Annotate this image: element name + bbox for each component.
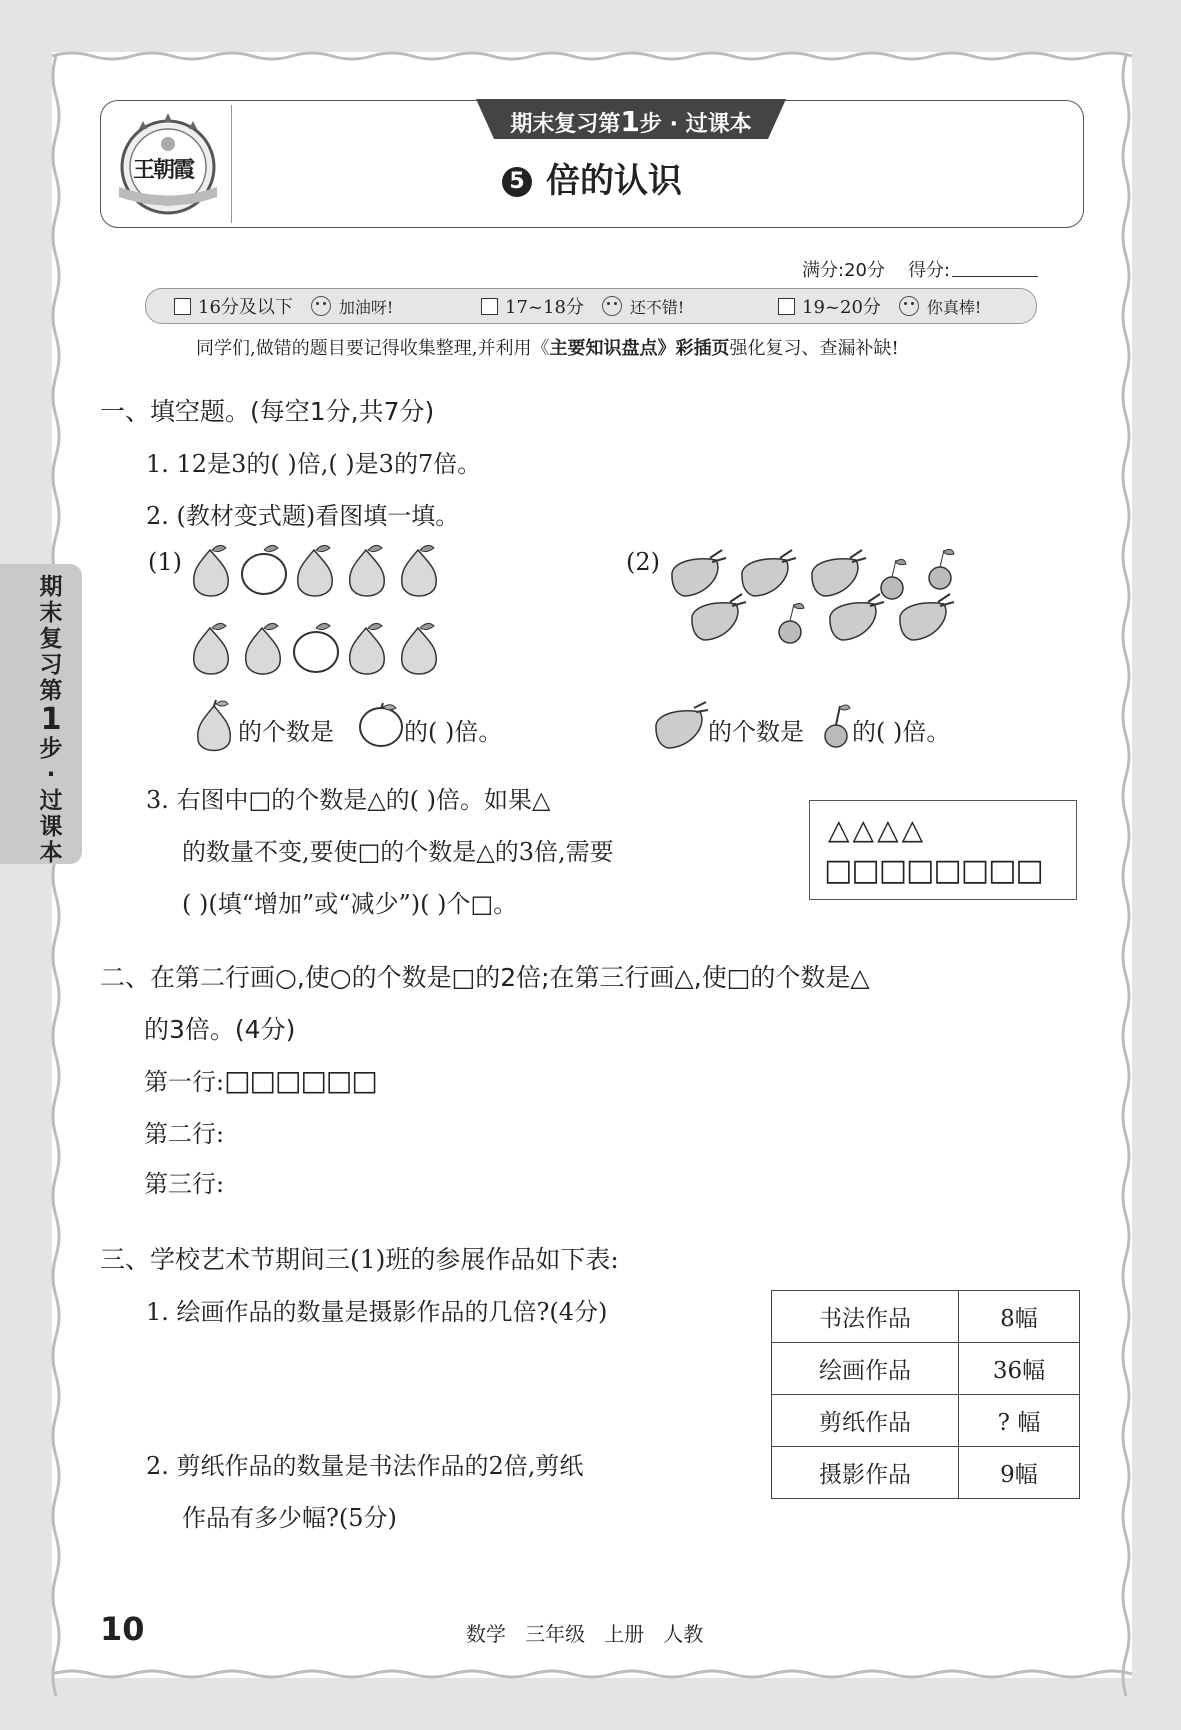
apple-icon — [356, 700, 406, 750]
s1-question-1: 1. 12是3的( )倍,( )是3的7倍。 — [146, 450, 482, 478]
cherry-icon — [779, 603, 804, 643]
triangle-row: △△△△ — [828, 813, 927, 846]
row-3-label: 第三行: — [144, 1170, 225, 1198]
score-blank[interactable] — [952, 276, 1038, 277]
level-2-range: 17~18分 — [505, 297, 584, 318]
tab-pre: 期末复习第 — [510, 112, 621, 137]
page-title — [101, 153, 1083, 202]
tip-pre: 同学们,做错的题目要记得收集整理,并利用《 — [196, 338, 550, 359]
tab-post: 步 · 过课本 — [639, 112, 752, 137]
s3-question-2-line-1: 2. 剪纸作品的数量是书法作品的2倍,剪纸 — [146, 1452, 584, 1480]
table-row — [772, 1395, 1080, 1447]
level-2-msg: 还不错! — [629, 297, 685, 317]
table-row — [772, 1291, 1080, 1343]
cherry-icon — [822, 700, 852, 748]
level-3-range: 19~20分 — [802, 297, 881, 318]
row-3-drawing-area[interactable] — [246, 1160, 1046, 1200]
table-cell: 摄影作品 — [772, 1447, 959, 1499]
header-box — [100, 100, 1084, 228]
header-tab — [476, 99, 786, 139]
face-icon — [602, 296, 622, 316]
row-1-text: 第一行: — [144, 1068, 225, 1096]
pear-icon — [194, 623, 229, 674]
tab-step-number: 1 — [620, 105, 640, 138]
section-1-heading: 一、填空题。(每空1分,共7分) — [100, 397, 435, 426]
works-table — [771, 1290, 1080, 1499]
tip-bold: 主要知识盘点》彩插页 — [549, 338, 730, 359]
s3-question-1: 1. 绘画作品的数量是摄影作品的几倍?(4分) — [146, 1298, 608, 1326]
apple-icon — [294, 623, 338, 672]
row-2-drawing-area[interactable] — [246, 1110, 1046, 1150]
pear-icon — [402, 545, 437, 596]
level-2-checkbox[interactable] — [481, 298, 498, 315]
pear-icon — [402, 623, 437, 674]
score-level-bar — [145, 288, 1037, 324]
section-3-heading: 三、学校艺术节期间三(1)班的参展作品如下表: — [100, 1245, 619, 1274]
logo-text: 王朝霞 — [133, 157, 194, 183]
score-label: 得分: — [908, 260, 951, 281]
pear-icon — [350, 545, 385, 596]
s1-question-3-line-2: 的数量不变,要使□的个数是△的3倍,需要 — [182, 838, 614, 866]
level-3 — [778, 293, 981, 319]
face-icon — [899, 296, 919, 316]
title-number: 5 — [502, 167, 532, 197]
title-text: 倍的认识 — [546, 161, 682, 201]
strawberry-icon — [742, 550, 796, 596]
shape-figure-box — [809, 800, 1077, 900]
side-tab-text: 期 末 复 习 第 1 步 · 过 课 本 — [39, 574, 63, 866]
row-2-label: 第二行: — [144, 1120, 225, 1148]
level-3-checkbox[interactable] — [778, 298, 795, 315]
pear-icon — [350, 623, 385, 674]
answer-2-end: 的( )倍。 — [852, 718, 951, 746]
s1-question-3-line-3: ( )(填“增加”或“减少”)( )个□。 — [182, 890, 518, 918]
pear-icon — [194, 545, 229, 596]
table-cell: 36幅 — [959, 1343, 1080, 1395]
table-cell: 剪纸作品 — [772, 1395, 959, 1447]
strawberry-icon — [672, 550, 726, 596]
table-cell: 绘画作品 — [772, 1343, 959, 1395]
level-3-msg: 你真棒! — [926, 297, 982, 317]
pear-icon — [192, 698, 236, 758]
section-2-line-2: 的3倍。(4分) — [144, 1015, 296, 1044]
answer-1-mid: 的个数是 — [238, 718, 334, 746]
level-1 — [174, 293, 393, 319]
fruit-picture-2 — [660, 540, 960, 650]
strawberry-icon — [692, 594, 746, 640]
s1-question-3-line-1: 3. 右图中□的个数是△的( )倍。如果△ — [146, 786, 551, 814]
s1-question-2: 2. (教材变式题)看图填一填。 — [146, 502, 460, 530]
apple-icon — [242, 545, 286, 594]
cherry-icon — [881, 559, 906, 599]
table-row — [772, 1343, 1080, 1395]
answer-2-mid: 的个数是 — [708, 718, 804, 746]
strawberry-icon — [830, 594, 884, 640]
table-cell: 9幅 — [959, 1447, 1080, 1499]
strawberry-icon — [650, 700, 708, 752]
table-cell: 8幅 — [959, 1291, 1080, 1343]
picture-2-label: (2) — [626, 548, 660, 576]
table-cell: 书法作品 — [772, 1291, 959, 1343]
side-tab — [0, 564, 82, 864]
level-2 — [481, 293, 684, 319]
table-row — [772, 1447, 1080, 1499]
square-row: □□□□□□□□ — [824, 853, 1043, 888]
answer-1-end: 的( )倍。 — [404, 718, 503, 746]
level-1-msg: 加油呀! — [338, 297, 394, 317]
pear-icon — [298, 545, 333, 596]
section-2-line-1: 二、在第二行画○,使○的个数是□的2倍;在第三行画△,使□的个数是△ — [100, 963, 870, 992]
row-1-squares: □□□□□□ — [224, 1064, 377, 1097]
tip-post: 强化复习、查漏补缺! — [729, 338, 899, 359]
page-number: 10 — [100, 1610, 145, 1648]
fruit-picture-1 — [186, 540, 456, 690]
s3-question-2-line-2: 作品有多少幅?(5分) — [182, 1504, 397, 1532]
pear-icon — [246, 623, 281, 674]
picture-1-label: (1) — [148, 548, 182, 576]
footer-info: 数学 三年级 上册 人教 — [466, 1622, 704, 1646]
strawberry-icon — [812, 550, 866, 596]
strawberry-icon — [900, 594, 954, 640]
s3-answer-area-2[interactable] — [146, 1536, 746, 1606]
face-icon — [311, 296, 331, 316]
tip-text — [196, 334, 899, 360]
level-1-range: 16分及以下 — [198, 297, 293, 318]
full-score: 满分:20分 — [802, 260, 885, 281]
cherry-icon — [929, 549, 954, 589]
row-1-label — [144, 1062, 377, 1097]
table-cell: ? 幅 — [959, 1395, 1080, 1447]
s3-answer-area-1[interactable] — [146, 1330, 746, 1440]
level-1-checkbox[interactable] — [174, 298, 191, 315]
